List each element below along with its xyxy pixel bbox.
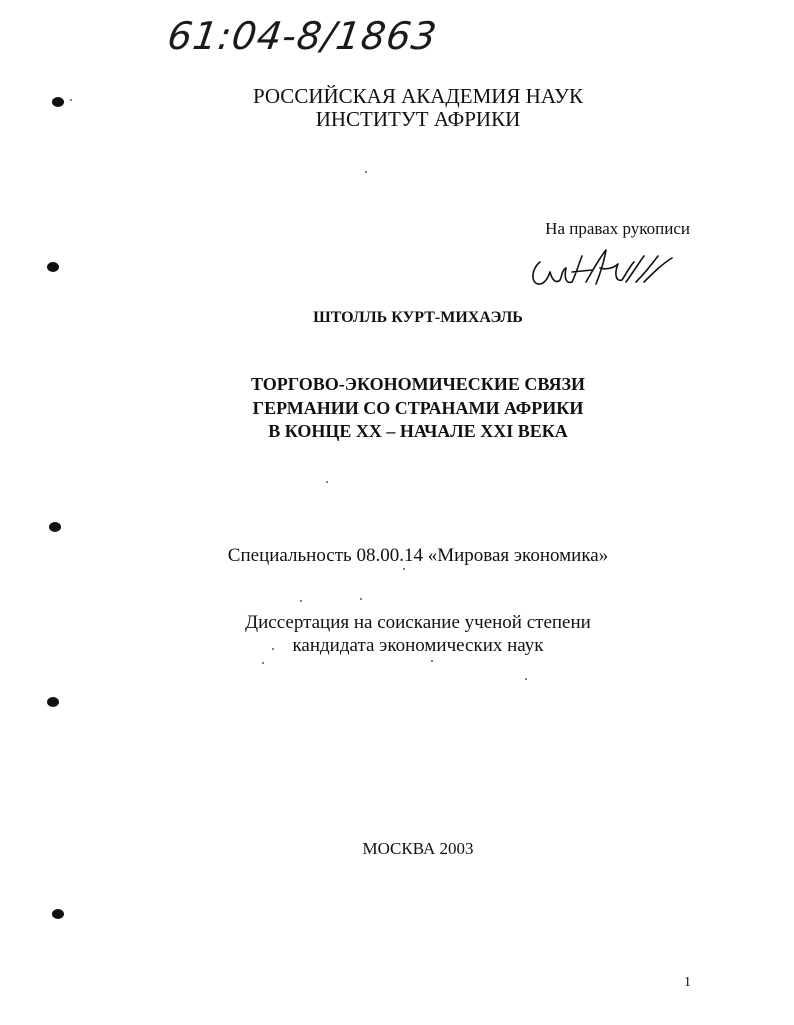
- dissertation-title-line-3: В КОНЦЕ XX – НАЧАЛЕ XXI ВЕКА: [268, 421, 568, 441]
- scan-speck: [360, 598, 362, 600]
- degree-line-2: кандидата экономических наук: [292, 635, 544, 656]
- scan-speck: [365, 171, 367, 173]
- specialty-line: Специальность 08.00.14 «Мировая экономика»: [227, 545, 609, 566]
- institute-name: ИНСТИТУТ АФРИКИ: [315, 107, 521, 131]
- scan-speck: [403, 568, 405, 570]
- binder-hole-mark: [47, 697, 59, 707]
- page-number: 1: [684, 975, 691, 990]
- scan-speck: [326, 481, 328, 483]
- dissertation-title-line-2: ГЕРМАНИИ СО СТРАНАМИ АФРИКИ: [252, 398, 584, 418]
- archive-code-handwritten: 61:04-8/1863: [164, 14, 441, 58]
- city-year: МОСКВА 2003: [362, 839, 474, 858]
- manuscript-rights-note: На правах рукописи: [545, 219, 690, 238]
- scan-speck: [272, 648, 274, 650]
- scan-speck: [525, 678, 527, 680]
- scan-speck: [300, 600, 302, 602]
- scan-speck: [431, 660, 433, 662]
- dissertation-title-line-1: ТОРГОВО-ЭКОНОМИЧЕСКИЕ СВЯЗИ: [251, 374, 585, 394]
- author-signature: [526, 244, 676, 290]
- scan-speck: [262, 662, 264, 664]
- scan-speck: [70, 99, 72, 101]
- organization-name: РОССИЙСКАЯ АКАДЕМИЯ НАУК: [252, 84, 584, 108]
- binder-hole-mark: [47, 262, 59, 272]
- degree-line-1: Диссертация на соискание ученой степени: [245, 612, 591, 633]
- binder-hole-mark: [49, 522, 61, 532]
- binder-hole-mark: [52, 909, 64, 919]
- author-name: ШТОЛЛЬ КУРТ-МИХАЭЛЬ: [313, 309, 523, 326]
- binder-hole-mark: [52, 97, 64, 107]
